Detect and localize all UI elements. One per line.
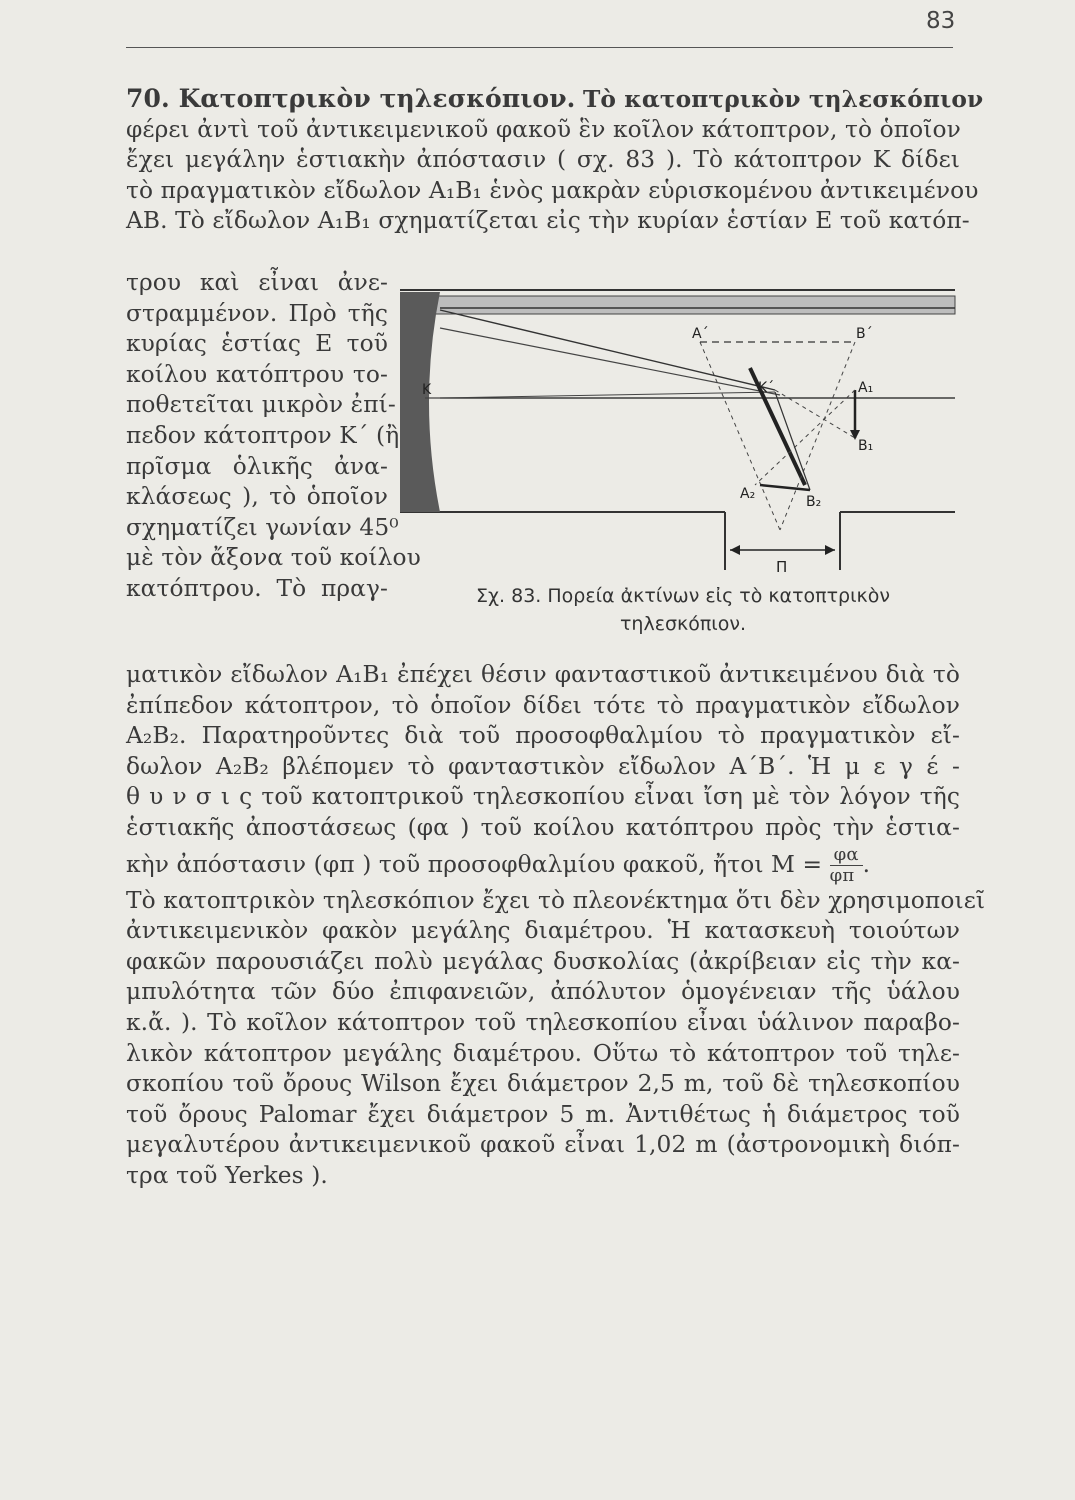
- text-line: κ.ἄ. ). Τὸ κοῖλον κάτοπτρον τοῦ τηλεσκοπίου εἶναι ὑάλινον παραβο-: [126, 1008, 960, 1036]
- formula-line: [126, 844, 960, 886]
- section-heading: 70. Κατοπτρικὸν τηλεσκόπιον.: [126, 84, 576, 113]
- caption-line: τηλεσκόπιον.: [619, 613, 746, 635]
- arrowhead: [730, 545, 740, 555]
- text-line: μεγαλυτέρου ἀντικειμενικοῦ φακοῦ εἶναι 1,02 m (ἀστρονομικὴ διόπ-: [126, 1131, 960, 1159]
- text-line-start: Τὸ κατοπτρικὸν τηλεσκόπιον: [582, 86, 984, 113]
- formula-end: .: [862, 850, 871, 878]
- reflected-ray-3: [440, 392, 775, 398]
- text-line: Τὸ κατοπτρικὸν τηλεσκόπιον ἔχει τὸ πλεονέκτημα ὅτι δὲν χρησιμοποιεῖ: [126, 886, 986, 914]
- text-line: στραμμένον. Πρὸ τῆς: [126, 299, 388, 327]
- dashed-ray: [775, 390, 855, 438]
- text-line: πεδον κάτοπτρον Κ΄ (ἢ: [126, 421, 400, 449]
- label-b1: B₁: [858, 438, 874, 454]
- image-a2b2: [760, 485, 810, 490]
- magnification-formula: [830, 845, 863, 886]
- text-line: τρου καὶ εἶναι ἀνε-: [126, 269, 388, 296]
- text-line: ἔχει μεγάλην ἑστιακὴν ἀπόστασιν ( σχ. 83 ). Τὸ κάτοπτρον Κ δίδει: [126, 146, 960, 174]
- reflected-ray: [440, 310, 775, 390]
- label-b2: B₂: [806, 494, 822, 510]
- text-line: ματικὸν εἴδωλον Α₁Β₁ ἐπέχει θέσιν φανταστικοῦ ἀντικειμένου διὰ τὸ: [126, 661, 960, 688]
- text-line: ΑΒ. Τὸ εἴδωλον Α₁Β₁ σχηματίζεται εἰς τὴν κυρίαν ἑστίαν Ε τοῦ κατόπ-: [126, 207, 970, 235]
- text-line: [126, 84, 984, 115]
- text-line: δωλον Α₂Β₂ βλέπομεν τὸ φανταστικὸν εἴδωλον Α΄Β΄. Ἡ μ ε γ έ -: [126, 752, 960, 780]
- text-line: κλάσεως ), τὸ ὁποῖον: [126, 483, 388, 511]
- label-k-prime: K΄: [758, 380, 775, 396]
- text-line: ἀντικειμενικὸν φακὸν μεγάλης διαμέτρου. Ἡ κατασκευὴ τοιούτων: [126, 917, 960, 945]
- text-line: σκοπίου τοῦ ὄρους Wilson ἔχει διάμετρον 2,5 m, τοῦ δὲ τηλεσκοπίου: [126, 1070, 960, 1098]
- label-a1: A₁: [858, 380, 874, 396]
- text-line: φακῶν παρουσιάζει πολὺ μεγάλας δυσκολίας (ἀκρίβειαν εἰς τὴν κα-: [126, 947, 960, 975]
- paragraph-bottom: [126, 660, 986, 1192]
- figure-caption: [444, 582, 922, 638]
- text-line: θ υ ν σ ι ς τοῦ κατοπτρικοῦ τηλεσκοπίου εἶναι ἴση μὲ τὸν λόγον τῆς: [126, 783, 960, 811]
- page-number: 83: [926, 8, 956, 34]
- text-line: τοῦ ὄρους Palomar ἔχει διάμετρον 5 m. Ἀντιθέτως ἡ διάμετρος τοῦ: [126, 1100, 960, 1128]
- formula-numerator: φα: [830, 845, 863, 866]
- arrowhead: [825, 545, 835, 555]
- label-a-prime: A΄: [692, 326, 709, 342]
- reflected-down-ray: [775, 392, 810, 490]
- label-a2: A₂: [740, 486, 756, 502]
- text-line: μπυλότητα τῶν δύο ἐπιφανειῶν, ἀπόλυτον ὁμογένειαν τῆς ὑάλου: [126, 978, 960, 1006]
- reflected-ray-2: [440, 328, 780, 395]
- text-line: ποθετεῖται μικρὸν ἐπί-: [126, 391, 396, 419]
- formula-denominator: φπ: [829, 864, 855, 886]
- label-b-prime: B΄: [856, 326, 873, 342]
- text-line: λικὸν κάτοπτρον μεγάλης διαμέτρου. Οὕτω τὸ κάτοπτρον τοῦ τηλε-: [126, 1039, 960, 1067]
- paragraph-side: [126, 268, 421, 605]
- text-line: πρῖσμα ὁλικῆς ἀνα-: [126, 452, 388, 480]
- label-k: K: [422, 382, 432, 398]
- text-line: ἑστιακῆς ἀποστάσεως (φα ) τοῦ κοίλου κατόπτρου πρὸς τὴν ἑστια-: [126, 813, 960, 841]
- caption-line: Σχ. 83. Πορεία ἀκτίνων εἰς τὸ κατοπτρικὸν: [476, 585, 890, 607]
- tube-top-wall: [420, 296, 955, 314]
- text-line: μὲ τὸν ἄξονα τοῦ κοίλου: [126, 544, 421, 572]
- telescope-diagram: [400, 280, 955, 585]
- text-line: τρα τοῦ Yerkes ).: [126, 1161, 328, 1189]
- text-line: φέρει ἀντὶ τοῦ ἀντικειμενικοῦ φακοῦ ἓν κοῖλον κάτοπτρον, τὸ ὁποῖον: [126, 115, 961, 143]
- text-line: σχηματίζει γωνίαν 45⁰: [126, 513, 399, 541]
- concave-mirror: [400, 292, 440, 512]
- text-line: κυρίας ἑστίας Ε τοῦ: [126, 330, 388, 358]
- text-line: κοίλου κατόπτρου το-: [126, 360, 388, 388]
- label-p: Π: [776, 558, 788, 576]
- text-line: ἐπίπεδον κάτοπτρον, τὸ ὁποῖον δίδει τότε τὸ πραγματικὸν εἴδωλον: [126, 691, 960, 719]
- header-rule: [126, 47, 953, 48]
- paragraph-top: [126, 84, 984, 237]
- text-line: κατόπτρου. Τὸ πραγ-: [126, 574, 388, 602]
- formula-text: κὴν ἀπόστασιν (φπ ) τοῦ προσοφθαλμίου φακοῦ, ἤτοι Μ =: [126, 850, 823, 878]
- text-line: Α₂Β₂. Παρατηροῦντες διὰ τοῦ προσοφθαλμίου τὸ πραγματικὸν εἴ-: [126, 722, 960, 750]
- text-line: τὸ πραγματικὸν εἴδωλον Α₁Β₁ ἑνὸς μακρὰν εὑρισκομένου ἀντικειμένου: [126, 176, 979, 204]
- dashed-ray: [755, 390, 855, 485]
